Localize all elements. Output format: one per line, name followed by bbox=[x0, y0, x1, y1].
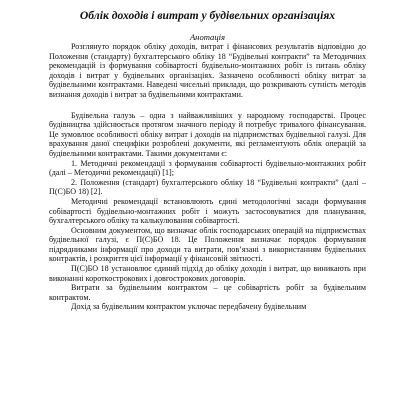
list-item: 1. Методичні рекомендації з формування собівартості будівельно-монтажних робіт (далі – Методичні рекомендації) [1]; bbox=[49, 158, 366, 178]
paragraph: Дохід за будівельним контрактом уключає передбачену будівельним bbox=[71, 302, 307, 312]
abstract-text: Розглянуто порядок обліку доходів, витрат і фінансових результатів відповідно до Положення (стандарту) бухгалтерського обліку 18 “Будівельні контракти” та Методичних рекомендацій із формування собівартості будівельно-монтажних робіт із питань обліку доходів і витрат у будівельних організаціях. Зазначено особливості обліку витрат за будівельними контрактами. Наведені чисельні приклади, що розкривають сутність методів визнання доходів і витрат за будівельними контрактами. bbox=[49, 42, 366, 99]
abstract-heading: Анотація bbox=[189, 32, 226, 42]
paragraph: Витрати за будівельним контрактом – це собівартість робіт за будівельним контрактом. bbox=[49, 283, 366, 302]
abstract-section bbox=[49, 32, 366, 100]
list-item: 2. Положення (стандарт) бухгалтерського обліку 18 “Будівельні контракти” (далі – П(С)БО 18) [2]. bbox=[49, 177, 366, 197]
paragraph: П(С)БО 18 установлює єдиний підхід до обліку доходів і витрат, що виникають при виконанні короткострокових і довгострокових договорів. bbox=[49, 264, 366, 283]
document-title: Облік доходів і витрат у будівельних організаціях bbox=[79, 9, 336, 22]
paragraph: Будівельна галузь – одна з найважливіших у народному господарстві. Процес будівництва здійснюється протягом значного періоду й потребує тривалого фінансування. Це зумовлює особливості обліку витрат і доходів на підприємствах будівельної галузі. Для врахування даної специфіки розроблені документи, які регламентують облік операцій за будівельними контрактами. Такими документами є: bbox=[49, 110, 366, 158]
paragraph: Основним документом, що визначає облік господарських операцій на підприємствах будівельної галузі, є П(С)БО 18. Це Положення визначає порядок формування підрядниками інформації про доходи та витрати, пов’язані з використанням будівельних контрактів, і розкриття цієї інформації у фінансовій звітності. bbox=[49, 225, 366, 264]
body-text bbox=[49, 111, 366, 312]
paragraph: Методичні рекомендації встановлюють єдині методологічні засади формування собівартості будівельно-монтажних робіт і можуть застосовуватися для планування, бухгалтерського обліку та калькулювання собівартості. bbox=[49, 196, 366, 226]
section-gap bbox=[49, 100, 366, 111]
